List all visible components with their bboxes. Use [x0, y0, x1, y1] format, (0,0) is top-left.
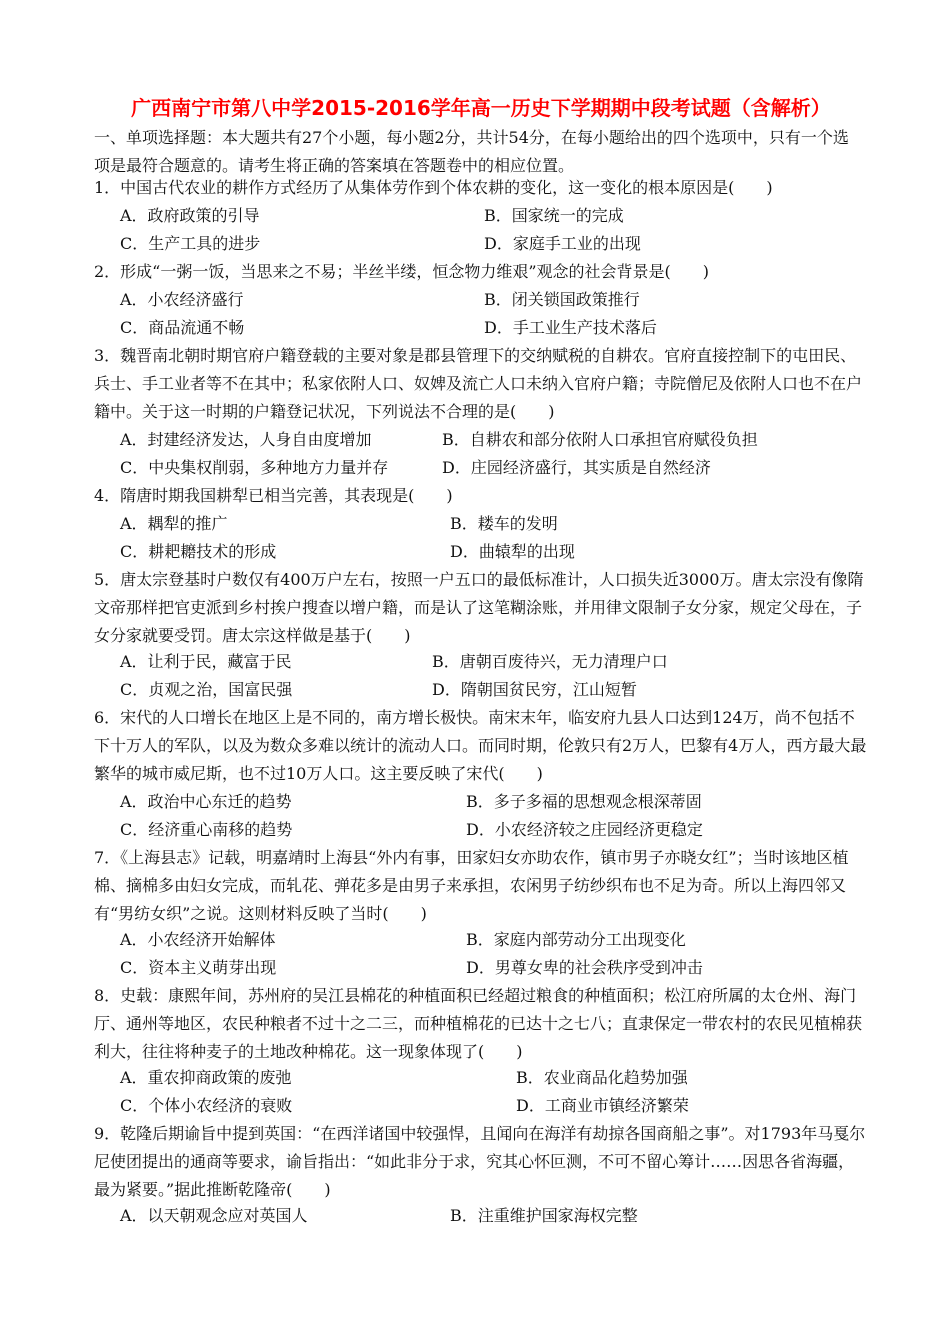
option-d: D．工商业市镇经济繁荣: [516, 1096, 689, 1115]
option-a: A．封建经济发达，人身自由度增加: [120, 430, 372, 449]
section-intro: 一、单项选择题：本大题共有27个小题，每小题2分，共计54分，在每小题给出的四个选项中，只有一个选项是最符合题意的。请考生将正确的答案填在答题卷中的相应位置。: [94, 128, 849, 175]
question-6-options: [120, 788, 860, 844]
option-c: C．生产工具的进步: [120, 234, 261, 253]
option-c: C．个体小农经济的衰败: [120, 1096, 293, 1115]
question-3-stem: 3．魏晋南北朝时期官府户籍登载的主要对象是郡县管理下的交纳赋税的自耕农。官府直接控制下的屯田民、兵士、手工业者等不在其中；私家依附人口、奴婢及流亡人口未纳入官府户籍；寺院僧尼及依附人口也不在户籍中。关于这一时期的户籍登记状况，下列说法不合理的是( ): [94, 346, 863, 421]
question-5-options: [120, 648, 860, 704]
option-a: A．小农经济盛行: [120, 290, 244, 309]
option-a: A．小农经济开始解体: [120, 930, 276, 949]
question-8-stem: 8．史载：康熙年间，苏州府的吴江县棉花的种植面积已经超过粮食的种植面积；松江府所属的太仓州、海门厅、通州等地区，农民种粮者不过十之二三，而种植棉花的已达十之七八；直隶保定一带农村的农民见植棉获利大，往往将种麦子的土地改种棉花。这一现象体现了( ): [94, 986, 863, 1061]
option-d: D．曲辕犁的出现: [450, 542, 575, 561]
question-3-options: [120, 426, 860, 482]
question-2-stem: 2．形成“一粥一饭，当思来之不易；半丝半缕，恒念物力维艰”观念的社会背景是( ): [94, 262, 710, 281]
option-d: D．庄园经济盛行，其实质是自然经济: [442, 458, 711, 477]
option-d: D．小农经济较之庄园经济更稳定: [466, 820, 703, 839]
option-d: D．家庭手工业的出现: [484, 234, 641, 253]
option-c: C．贞观之治，国富民强: [120, 680, 293, 699]
question-7-options: [120, 926, 860, 982]
option-a: A．耦犁的推广: [120, 514, 228, 533]
question-8-options: [120, 1064, 860, 1120]
option-c: C．商品流通不畅: [120, 318, 245, 337]
question-2-options: [120, 286, 860, 342]
option-c: C．中央集权削弱，多种地方力量并存: [120, 458, 389, 477]
question-4-stem: 4．隋唐时期我国耕犁已相当完善，其表现是( ): [94, 486, 453, 505]
option-d: D．手工业生产技术落后: [484, 318, 657, 337]
question-4-options: [120, 510, 860, 566]
option-b: B．国家统一的完成: [484, 206, 624, 225]
page-title: 广西南宁市第八中学2015-2016学年高一历史下学期期中段考试题（含解析）: [131, 96, 831, 120]
question-1-stem: 1．中国古代农业的耕作方式经历了从集体劳作到个体农耕的变化，这一变化的根本原因是( ): [94, 178, 773, 197]
option-b: B．闭关锁国政策推行: [484, 290, 640, 309]
option-a: A．政府政策的引导: [120, 206, 260, 225]
question-5-stem: 5．唐太宗登基时户数仅有400万户左右，按照一户五口的最低标准计，人口损失近3000万。唐太宗没有像隋文帝那样把官吏派到乡村挨户搜查以增户籍，而是认了这笔糊涂账，并用律文限制子女分家，规定父母在，子女分家就要受罚。唐太宗这样做是基于( ): [94, 570, 864, 645]
option-a: A．政治中心东迁的趋势: [120, 792, 292, 811]
question-6-stem: 6．宋代的人口增长在地区上是不同的，南方增长极快。南宋末年，临安府九县人口达到124万，尚不包括不下十万人的军队，以及为数众多难以统计的流动人口。而同时期，伦敦只有2万人，巴黎有4万人，西方最大最繁华的城市威尼斯，也不过10万人口。这主要反映了宋代( ): [94, 708, 867, 783]
question-9-stem: 9．乾隆后期谕旨中提到英国：“在西洋诸国中较强悍，且闻向在海洋有劫掠各国商船之事”。对1793年马戛尔尼使团提出的通商等要求，谕旨指出：“如此非分于求，究其心怀叵测，不可不留心筹计……因思各省海疆，最为紧要。”据此推断乾隆帝( ): [94, 1124, 866, 1199]
option-b: B．农业商品化趋势加强: [516, 1068, 688, 1087]
option-a: A．让利于民，藏富于民: [120, 652, 292, 671]
option-a: A．以天朝观念应对英国人: [120, 1206, 308, 1225]
option-d: D．隋朝国贫民穷，江山短暂: [432, 680, 637, 699]
option-b: B．多子多福的思想观念根深蒂固: [466, 792, 702, 811]
option-b: B．唐朝百废待兴，无力清理户口: [432, 652, 668, 671]
question-1-options: [120, 202, 860, 258]
option-b: B．耧车的发明: [450, 514, 558, 533]
option-b: B．自耕农和部分依附人口承担官府赋役负担: [442, 430, 758, 449]
option-b: B．家庭内部劳动分工出现变化: [466, 930, 686, 949]
option-c: C．耕耙耱技术的形成: [120, 542, 277, 561]
option-d: D．男尊女卑的社会秩序受到冲击: [466, 958, 703, 977]
option-b: B．注重维护国家海权完整: [450, 1206, 638, 1225]
question-7-stem: 7．《上海县志》记载，明嘉靖时上海县“外内有事，田家妇女亦助农作，镇市男子亦晓女红”；当时该地区植棉、摘棉多由妇女完成，而轧花、弹花多是由男子来承担，农闲男子纺纱织布也不足为奇。所以上海四邻又有“男纺女织”之说。这则材料反映了当时( ): [94, 848, 849, 923]
option-c: C．经济重心南移的趋势: [120, 820, 293, 839]
question-9-options: [120, 1202, 860, 1230]
option-c: C．资本主义萌芽出现: [120, 958, 277, 977]
option-a: A．重农抑商政策的废弛: [120, 1068, 292, 1087]
